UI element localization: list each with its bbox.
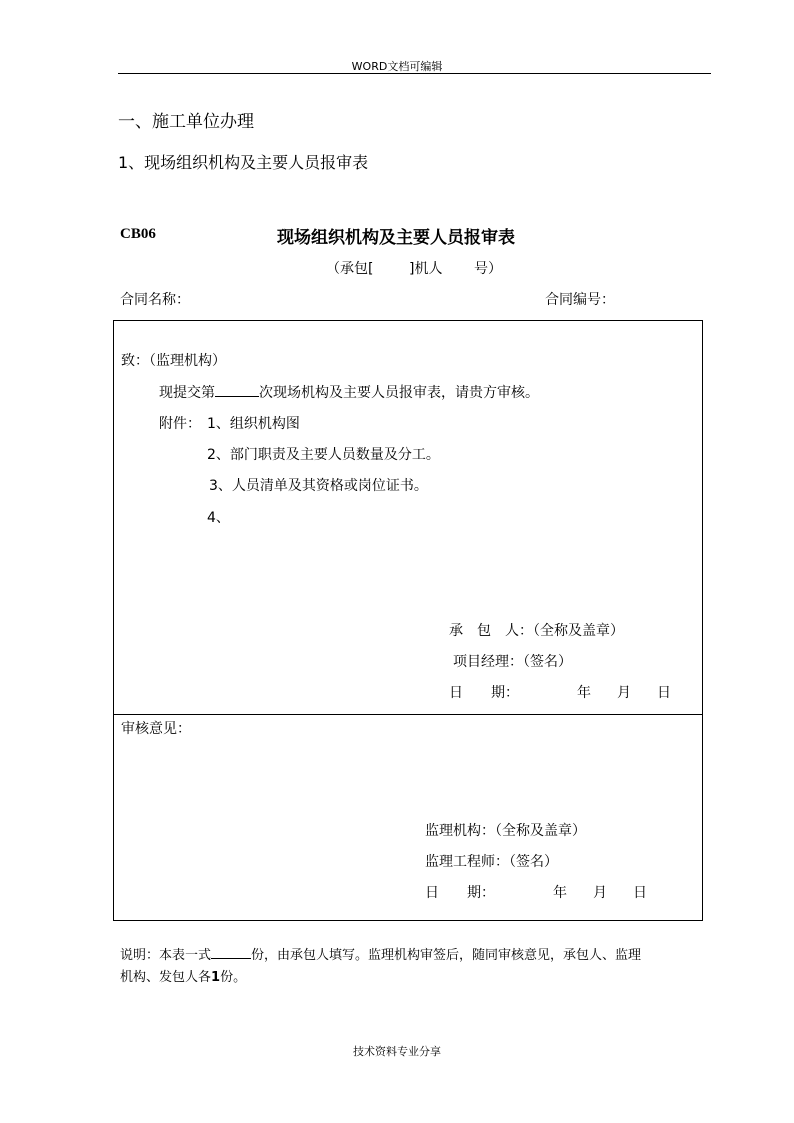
form-code: CB06: [120, 226, 156, 242]
engineer-label: 监理工程师：（签名）: [425, 854, 558, 870]
note-prefix: 说明：本表一式: [120, 948, 212, 963]
contract-no-label: 合同编号：: [545, 292, 615, 308]
form-title: 现场组织机构及主要人员报审表: [277, 228, 515, 248]
submission-day: 日: [657, 685, 671, 701]
submission-line: [159, 382, 539, 402]
attachments-label: 附件：: [159, 416, 201, 432]
note-line2-prefix: 机构、发包人各: [120, 970, 212, 985]
note-line-1: [120, 944, 720, 963]
contractor-label: 承 包 人：（全称及盖章）: [449, 623, 624, 639]
supervisor-label: 监理机构：（全称及盖章）: [425, 823, 586, 839]
submission-count-blank[interactable]: [215, 382, 259, 397]
attachment-item: 1、组织机构图: [207, 416, 300, 432]
page-footer: 技术资料专业分享: [353, 1045, 441, 1058]
note-copies-blank[interactable]: [211, 944, 251, 959]
attachment-item: 4、: [207, 510, 230, 526]
form-sub-mid: ]机人: [409, 261, 443, 277]
submission-month: 月: [617, 685, 631, 701]
section-divider: [114, 714, 702, 715]
review-month: 月: [593, 885, 607, 901]
submission-prefix: 现提交第: [159, 385, 215, 401]
submission-date-label: 日 期：: [449, 685, 519, 701]
review-day: 日: [633, 885, 647, 901]
submission-year: 年: [577, 685, 591, 701]
section-heading: 一、施工单位办理: [118, 112, 254, 132]
note-line-2: [120, 966, 720, 985]
note-line2-count: 1: [211, 970, 221, 985]
submission-suffix: 次现场机构及主要人员报审表，请贵方审核。: [259, 385, 539, 401]
form-sub-close: 号）: [474, 261, 502, 277]
review-year: 年: [553, 885, 567, 901]
review-date-label: 日 期：: [425, 885, 495, 901]
attachment-item: 2、部门职责及主要人员数量及分工。: [207, 447, 440, 463]
form-sub-open: （承包[: [326, 261, 374, 277]
review-opinion-label: 审核意见：: [121, 721, 191, 737]
project-manager-label: 项目经理：（签名）: [453, 654, 572, 670]
section-subheading: 1、现场组织机构及主要人员报审表: [118, 153, 369, 172]
note-suffix: 份，由承包人填写。监理机构审签后，随同审核意见，承包人、监理: [251, 948, 642, 963]
attachment-item: 3、人员清单及其资格或岗位证书。: [209, 478, 428, 494]
header-rule: [118, 73, 711, 74]
note-line2-suffix: 份。: [220, 970, 247, 985]
form-table: [113, 320, 703, 921]
recipient-line: 致：（监理机构）: [121, 353, 226, 369]
contract-name-label: 合同名称：: [120, 292, 190, 308]
page-header: WORD文档可编辑: [351, 60, 443, 73]
